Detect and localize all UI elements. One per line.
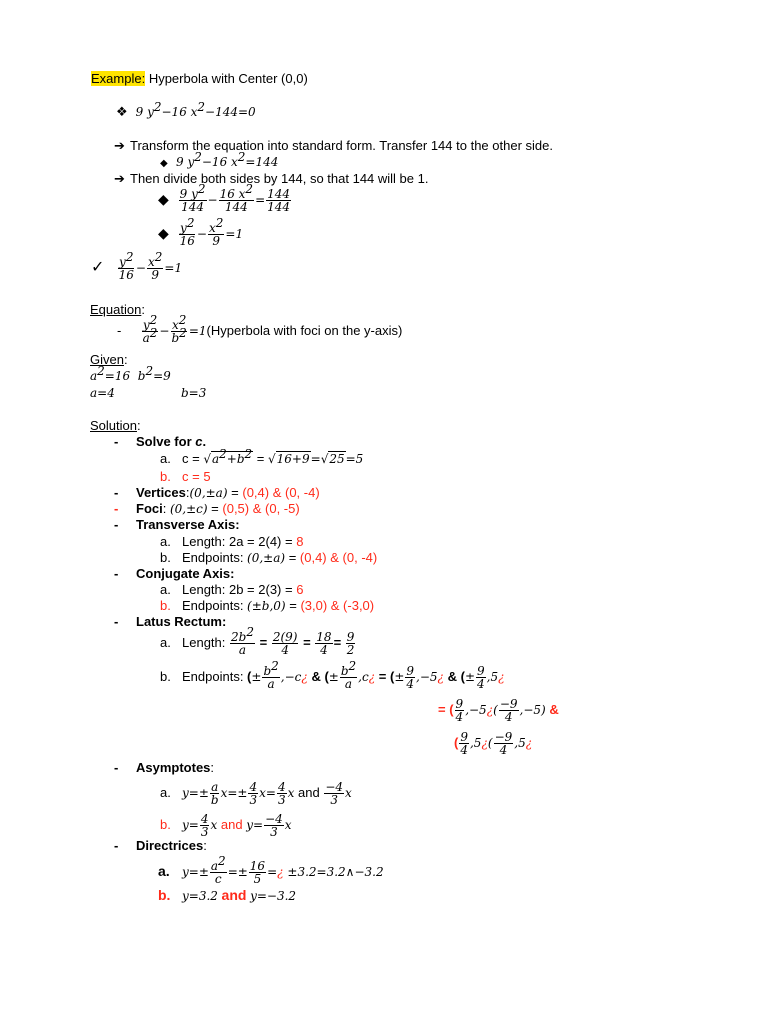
arrow-bullet-icon: ➔	[114, 138, 125, 153]
solution-heading: Solution:	[90, 418, 141, 433]
foci-line: - Foci: (0,±c) = (0,5) & (0, -5)	[114, 501, 300, 516]
step-transform-text: Transform the equation into standard form. Transfer 144 to the other side.	[130, 138, 553, 153]
transverse-endpoints: b. Endpoints: (0,±a) = (0,4) & (0, -4)	[160, 550, 378, 565]
diamond-bullet-icon: ❖	[116, 104, 128, 119]
standard-form-step: ◆ $\frac{y^2}{16}$ − $\frac{x^2}{9}$ =1	[158, 216, 244, 248]
step-divide	[114, 171, 428, 186]
step-transform	[114, 138, 553, 153]
transverse-heading: - Transverse Axis:	[114, 517, 240, 532]
solve-c-b: b. c = 5	[160, 469, 211, 484]
diamond-icon: ◆	[158, 191, 169, 207]
solve-c-a: a. $c = √a^2+b^2 = √16+9=√25=5$	[160, 447, 364, 466]
divide-equation: ◆ $\frac{9 y^2}{144}$ − $\frac{16 x^2}{144}$ = $\frac{144}{144}$	[158, 182, 291, 214]
given-squares: $a^2=16$ $b^2=9$	[90, 364, 171, 383]
latus-endpoints-cont1: = ( $\frac{9}{4}$ ,−5¿( $\frac{-9}{4}$ ,−5) &	[438, 697, 559, 724]
general-equation: - $\frac{y^2}{a^2}$ − $\frac{x^2}{b^2}$ =1(Hyperbola with foci on the y-axis)	[117, 313, 403, 345]
step-transform-equation: ◆ 9 $y^2-16$ $x^2=144$	[160, 150, 279, 169]
conjugate-endpoints: b. Endpoints: (±b,0) = (3,0) & (-3,0)	[160, 598, 375, 613]
vertices-line: - Vertices:(0,±a) = (0,4) & (0, -4)	[114, 485, 320, 500]
diamond-icon: ◆	[158, 225, 169, 241]
conjugate-heading: - Conjugate Axis:	[114, 566, 235, 581]
directrices-a: a. y=± $\frac{a^2}{c}$ =± $\frac{16}{5}$ =¿ ±3.2=3.2∧−3.2	[158, 854, 384, 886]
latus-endpoints: b. Endpoints: (± $\frac{b^2}{a}$ ,−c¿ & (± $\frac{b^2}{a}$ ,c¿ = (± $\frac{9}{4}$ ,−5¿ & (± $\frac{9}{4}$ ,5¿	[160, 659, 505, 691]
example-title: Hyperbola with Center (0,0)	[145, 71, 308, 86]
asymptotes-b: b. y= $\frac{4}{3}$ x and y= $\frac{-4}{3}$ x	[160, 812, 292, 839]
example-label: Example:	[91, 71, 146, 86]
given-b: b=3	[181, 386, 207, 400]
arrow-bullet-icon: ➔	[114, 171, 125, 186]
checkmark-icon: ✓	[91, 259, 105, 276]
latus-heading: - Latus Rectum:	[114, 614, 227, 629]
directrices-heading: - Directrices:	[114, 838, 207, 853]
given-a: a=4	[90, 386, 115, 400]
solve-c-heading: - Solve for c.	[114, 434, 207, 449]
directrices-b: b. y=3.2 and y=−3.2	[158, 887, 297, 903]
equation-note: (Hyperbola with foci on the y-axis)	[206, 323, 403, 338]
diamond-icon: ◆	[160, 158, 168, 169]
asymptotes-a: a. y=± $\frac{a}{b}$ x=± $\frac{4}{3}$ x= $\frac{4}{3}$ x and $\frac{-4}{3}$ x	[160, 780, 352, 807]
latus-endpoints-cont2: ( $\frac{9}{4}$ ,5¿( $\frac{-9}{4}$ ,5¿	[454, 730, 533, 757]
transverse-length: a. Length: 2a = 2(4) = 8	[160, 534, 304, 549]
asymptotes-heading: - Asymptotes:	[114, 760, 215, 775]
given-heading: Given:	[90, 352, 128, 367]
step-divide-text: Then divide both sides by 144, so that 144 will be 1.	[130, 171, 429, 186]
latus-length: a. Length: $\frac{2b^2}{a}$ = $\frac{2(9)}{4}$ = $\frac{18}{4}$ = $\frac{9}{2}$	[160, 625, 355, 657]
original-equation: ❖ 9 $y^2-16$ $x^2-144=0$	[116, 100, 256, 119]
equation-heading: Equation:	[90, 302, 145, 317]
conjugate-length: a. Length: 2b = 2(3) = 6	[160, 582, 304, 597]
standard-form-result: ✓ $\frac{y^2}{16}$ − $\frac{x^2}{9}$ =1	[91, 250, 183, 282]
example-heading	[91, 71, 308, 86]
